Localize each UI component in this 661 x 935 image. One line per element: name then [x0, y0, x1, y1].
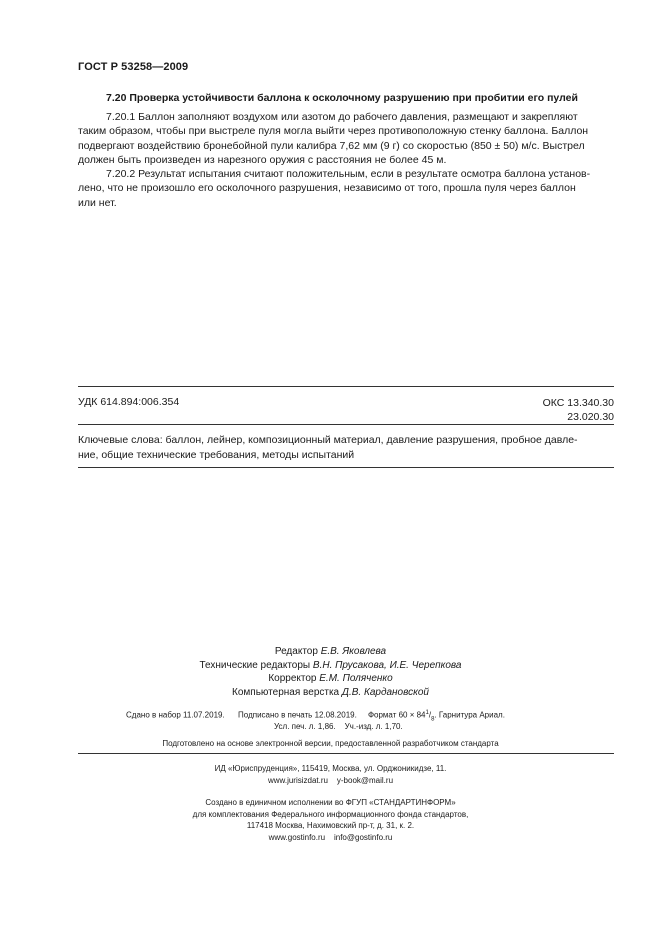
corrector-credit — [0, 672, 661, 686]
divider-top — [78, 386, 614, 387]
divider-bottom — [78, 467, 614, 468]
layout-label: Компьютерная верстка — [232, 687, 340, 699]
typeset-date: Сдано в набор 11.07.2019. — [126, 710, 225, 720]
section-title: 7.20 Проверка устойчивости баллона к осколочному разрушению при пробитии его пулей — [106, 92, 578, 104]
editor-name: Е.В. Яковлева — [320, 646, 387, 657]
paragraph-line: подвергают воздействию бронебойной пули калибра 7,62 мм (9 г) со скоростью (850 ± 50) м/с. Выстрел — [78, 139, 585, 152]
paragraph-line: 7.20.1 Баллон заполняют воздухом или азотом до рабочего давления, размещают и закрепляют — [106, 111, 578, 123]
editor-label: Редактор — [274, 646, 318, 657]
paragraph-line: 7.20.2 Результат испытания считают положительным, если в результате осмотра баллона установ- — [106, 168, 591, 180]
tech-editors-names: В.Н. Прусакова, И.Е. Черепкова — [312, 659, 462, 671]
creator-contacts: www.gostinfo.ru info@gostinfo.ru — [268, 832, 393, 842]
publisher-block — [0, 763, 661, 786]
paragraph-line: или нет. — [78, 196, 117, 209]
layout-name: Д.В. Кардановской — [341, 687, 429, 699]
print-info-line-1: Сдано в набор 11.07.2019. Подписано в печать 12.08.2019. Формат $60 \times 84^1/_8$. Гарнитура Ариал. — [126, 710, 505, 723]
paragraph-line: таким образом, чтобы при выстреле пуля могла выйти через противоположную стенку баллона. Баллон — [78, 125, 589, 138]
publisher-address: ИД «Юриспруденция», 115419, Москва, ул. Орджоникидзе, 11. — [214, 764, 447, 773]
paragraph-line: лено, что не произошло его осколочного разрушения, независимо от того, прошла пуля через баллон — [78, 182, 576, 195]
tech-editors-credit — [0, 659, 661, 673]
corrector-name: Е.М. Поляченко — [319, 673, 393, 685]
format-label: Формат 60 × 84 — [367, 710, 426, 720]
oks-code-1: ОКС 13.340.30 — [542, 397, 614, 409]
divider-middle — [78, 424, 614, 425]
layout-credit — [0, 686, 661, 700]
editor-credit — [0, 645, 661, 659]
credits-block — [0, 645, 661, 700]
keywords — [78, 433, 614, 462]
corrector-label: Корректор — [268, 673, 317, 685]
prepared-note: Подготовлено на основе электронной версии, предоставленной разработчиком стандарта — [162, 739, 499, 748]
creator-block — [0, 797, 661, 843]
format-fraction-den: 8 — [431, 716, 435, 723]
paragraph-7-20-2 — [78, 167, 614, 210]
paragraph-line: должен быть произведен из нарезного оружия с расстояния не более 45 м. — [78, 153, 447, 166]
publisher-contacts: www.jurisizdat.ru y-book@mail.ru — [267, 775, 394, 785]
print-info-line-2: Усл. печ. л. 1,86. Уч.-изд. л. 1,70. — [274, 722, 403, 731]
paragraph-7-20-1 — [78, 110, 614, 167]
creator-line-2: для комплектования Федерального информационного фонда стандартов, — [192, 809, 469, 819]
udk-code: УДК 614.894:006.354 — [78, 396, 180, 408]
keywords-line-1: Ключевые слова: баллон, лейнер, композиционный материал, давление разрушения, пробное давле- — [78, 434, 578, 446]
oks-code-2: 23.020.30 — [567, 411, 614, 423]
format-fraction-num: 1 — [425, 710, 429, 716]
typeface-info: . Гарнитура Ариал. — [434, 710, 505, 720]
tech-editors-label: Технические редакторы — [199, 659, 311, 671]
creator-line-1: Создано в единичном исполнении во ФГУП «СТАНДАРТИНФОРМ» — [205, 798, 456, 807]
oks-codes — [543, 396, 614, 424]
divider-footer — [78, 753, 614, 754]
creator-line-3: 117418 Москва, Нахимовский пр-т, д. 31, к. 2. — [246, 821, 415, 830]
print-date: Подписано в печать 12.08.2019. — [238, 710, 357, 720]
document-code: ГОСТ Р 53258—2009 — [78, 61, 189, 73]
keywords-line-2: ние, общие технические требования, методы испытаний — [78, 448, 355, 461]
